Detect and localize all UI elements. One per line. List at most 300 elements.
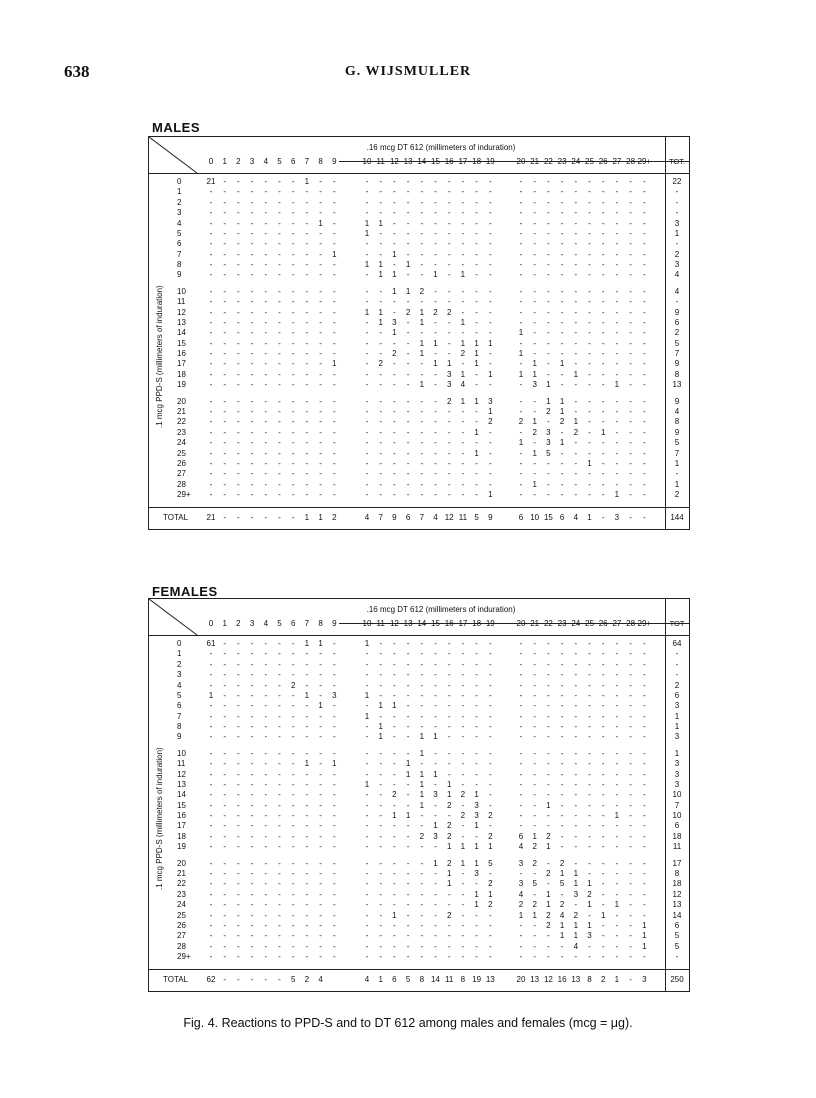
empty-cell-dash: - [475, 286, 478, 296]
empty-cell-dash: - [475, 732, 478, 742]
empty-cell-dash: - [223, 187, 227, 197]
table-cell: 1 [460, 317, 466, 327]
empty-cell-dash: - [629, 208, 632, 218]
empty-cell-dash: - [615, 249, 619, 259]
table-cell: 61 [206, 639, 216, 648]
empty-cell-dash: - [393, 417, 396, 427]
empty-cell-dash: - [488, 307, 492, 317]
empty-cell-dash: - [560, 722, 564, 732]
column-total-25: 1 [587, 513, 592, 522]
empty-cell-dash: - [379, 369, 383, 379]
table-cell: 1 [559, 396, 565, 406]
row-label-15: 15 [177, 338, 186, 348]
table-cell: 1 [433, 769, 438, 779]
empty-cell-dash: - [223, 711, 227, 721]
row-total-23: 12 [672, 889, 682, 899]
empty-cell-dash: - [237, 779, 240, 789]
table-cell: 1 [318, 639, 323, 648]
column-total-28: - [629, 513, 632, 522]
empty-cell-dash: - [278, 438, 281, 448]
empty-cell-dash: - [461, 187, 465, 197]
empty-cell-dash: - [475, 228, 478, 238]
empty-cell-dash: - [406, 369, 410, 379]
empty-cell-dash: - [305, 952, 309, 962]
empty-cell-dash: - [393, 490, 396, 500]
table-cell: 1 [332, 249, 337, 259]
row-total-4: 3 [674, 218, 680, 228]
empty-cell-dash: - [250, 711, 254, 721]
row-label-14: 14 [177, 790, 186, 800]
empty-cell-dash: - [264, 732, 268, 742]
table-cell: 2 [488, 811, 493, 821]
empty-cell-dash: - [365, 941, 369, 951]
empty-cell-dash: - [223, 931, 227, 941]
row-total-14: 10 [672, 790, 682, 800]
table-cell: 4 [518, 842, 524, 852]
empty-cell-dash: - [488, 286, 492, 296]
empty-cell-dash: - [588, 239, 591, 249]
empty-cell-dash: - [291, 177, 295, 186]
column-header-9: 9 [332, 619, 337, 628]
empty-cell-dash: - [420, 670, 424, 680]
table-cell: 2 [446, 800, 452, 810]
empty-cell-dash: - [560, 759, 564, 769]
empty-cell-dash: - [223, 317, 227, 327]
column-header-18: 18 [472, 619, 482, 628]
empty-cell-dash: - [475, 639, 478, 648]
empty-cell-dash: - [393, 380, 396, 390]
empty-cell-dash: - [223, 790, 227, 800]
empty-cell-dash: - [629, 821, 632, 831]
empty-cell-dash: - [533, 490, 537, 500]
empty-cell-dash: - [278, 249, 281, 259]
empty-cell-dash: - [365, 239, 369, 249]
empty-cell-dash: - [379, 858, 383, 868]
table-cell: 1 [474, 858, 479, 868]
empty-cell-dash: - [365, 821, 369, 831]
empty-cell-dash: - [533, 790, 537, 800]
empty-cell-dash: - [533, 197, 537, 207]
empty-cell-dash: - [642, 396, 646, 406]
empty-cell-dash: - [305, 317, 309, 327]
column-header-1: 1 [222, 157, 227, 166]
empty-cell-dash: - [547, 349, 550, 359]
empty-cell-dash: - [588, 759, 591, 769]
empty-cell-dash: - [393, 649, 396, 659]
empty-cell-dash: - [519, 286, 523, 296]
row-total-12: 9 [674, 307, 680, 317]
column-total-8: 4 [318, 975, 323, 984]
column-header-10: 10 [362, 157, 372, 166]
empty-cell-dash: - [588, 249, 591, 259]
empty-cell-dash: - [447, 239, 451, 249]
empty-cell-dash: - [434, 800, 437, 810]
empty-cell-dash: - [547, 732, 550, 742]
empty-cell-dash: - [379, 249, 383, 259]
empty-cell-dash: - [319, 359, 322, 369]
empty-cell-dash: - [488, 690, 492, 700]
empty-cell-dash: - [475, 177, 478, 186]
empty-cell-dash: - [615, 732, 619, 742]
table-cell: 1 [559, 438, 565, 448]
empty-cell-dash: - [278, 338, 281, 348]
empty-cell-dash: - [278, 900, 281, 910]
empty-cell-dash: - [488, 800, 492, 810]
empty-cell-dash: - [319, 349, 322, 359]
empty-cell-dash: - [223, 769, 227, 779]
empty-cell-dash: - [237, 406, 240, 416]
column-header-27: 27 [612, 157, 622, 166]
empty-cell-dash: - [488, 228, 492, 238]
row-total-15: 5 [674, 338, 680, 348]
empty-cell-dash: - [547, 659, 550, 669]
empty-cell-dash: - [420, 438, 424, 448]
empty-cell-dash: - [332, 858, 336, 868]
empty-cell-dash: - [223, 406, 227, 416]
empty-cell-dash: - [291, 228, 295, 238]
empty-cell-dash: - [461, 952, 465, 962]
table-cell: 1 [332, 359, 337, 369]
empty-cell-dash: - [574, 659, 578, 669]
row-label-1: 1 [177, 187, 182, 197]
empty-cell-dash: - [332, 910, 336, 920]
empty-cell-dash: - [305, 239, 309, 249]
empty-cell-dash: - [264, 380, 268, 390]
table-cell: 1 [488, 406, 493, 416]
empty-cell-dash: - [223, 328, 227, 338]
empty-cell-dash: - [332, 349, 336, 359]
empty-cell-dash: - [278, 197, 281, 207]
row-total-22: 8 [674, 417, 680, 427]
empty-cell-dash: - [642, 711, 646, 721]
empty-cell-dash: - [223, 748, 227, 758]
empty-cell-dash: - [319, 328, 322, 338]
empty-cell-dash: - [264, 177, 268, 186]
empty-cell-dash: - [250, 249, 254, 259]
empty-cell-dash: - [434, 458, 437, 468]
empty-cell-dash: - [332, 406, 336, 416]
empty-cell-dash: - [629, 680, 632, 690]
empty-cell-dash: - [393, 187, 396, 197]
empty-cell-dash: - [319, 910, 322, 920]
empty-cell-dash: - [601, 338, 605, 348]
empty-cell-dash: - [291, 249, 295, 259]
empty-cell-dash: - [278, 889, 281, 899]
empty-cell-dash: - [237, 858, 240, 868]
empty-cell-dash: - [642, 286, 646, 296]
column-total-21: 13 [530, 975, 540, 984]
empty-cell-dash: - [420, 821, 424, 831]
empty-cell-dash: - [264, 317, 268, 327]
row-label-14: 14 [177, 328, 186, 338]
empty-cell-dash: - [406, 889, 410, 899]
empty-cell-dash: - [434, 490, 437, 500]
row-label-7: 7 [177, 711, 182, 721]
empty-cell-dash: - [615, 270, 619, 280]
table-cell: 1 [405, 260, 411, 270]
column-header-0: 0 [208, 157, 214, 166]
empty-cell-dash: - [588, 821, 591, 831]
empty-cell-dash: - [488, 649, 492, 659]
empty-cell-dash: - [365, 701, 369, 711]
empty-cell-dash: - [642, 406, 646, 416]
empty-cell-dash: - [475, 490, 478, 500]
empty-cell-dash: - [519, 748, 523, 758]
empty-cell-dash: - [264, 701, 268, 711]
row-label-25: 25 [177, 910, 186, 920]
empty-cell-dash: - [291, 701, 295, 711]
empty-cell-dash: - [601, 317, 605, 327]
empty-cell-dash: - [533, 260, 537, 270]
empty-cell-dash: - [560, 690, 564, 700]
empty-cell-dash: - [250, 218, 254, 228]
empty-cell-dash: - [615, 260, 619, 270]
empty-cell-dash: - [560, 659, 564, 669]
empty-cell-dash: - [291, 448, 295, 458]
empty-cell-dash: - [264, 438, 268, 448]
empty-cell-dash: - [223, 868, 227, 878]
empty-cell-dash: - [519, 469, 523, 479]
empty-cell-dash: - [264, 197, 268, 207]
empty-cell-dash: - [533, 748, 537, 758]
empty-cell-dash: - [393, 406, 396, 416]
row-label-16: 16 [177, 349, 186, 359]
table-cell: 1 [364, 228, 370, 238]
empty-cell-dash: - [615, 406, 619, 416]
table-cell: 1 [378, 218, 383, 228]
empty-cell-dash: - [365, 790, 369, 800]
empty-cell-dash: - [475, 769, 478, 779]
column-total-26: 2 [600, 975, 606, 984]
empty-cell-dash: - [519, 490, 523, 500]
column-total-21: 10 [530, 513, 540, 522]
empty-cell-dash: - [488, 197, 492, 207]
empty-cell-dash: - [574, 438, 578, 448]
table-cell: 1 [546, 889, 551, 899]
row-label-26: 26 [177, 458, 186, 468]
empty-cell-dash: - [379, 490, 383, 500]
column-header-11: 11 [376, 619, 385, 628]
empty-cell-dash: - [332, 769, 336, 779]
row-label-22: 22 [177, 417, 186, 427]
empty-cell-dash: - [420, 177, 424, 186]
empty-cell-dash: - [447, 639, 451, 648]
empty-cell-dash: - [393, 228, 396, 238]
empty-cell-dash: - [601, 868, 605, 878]
empty-cell-dash: - [305, 748, 309, 758]
empty-cell-dash: - [305, 831, 309, 841]
empty-cell-dash: - [533, 396, 537, 406]
empty-cell-dash: - [447, 490, 451, 500]
empty-cell-dash: - [488, 260, 492, 270]
row-total-5: 1 [674, 228, 680, 238]
empty-cell-dash: - [601, 448, 605, 458]
empty-cell-dash: - [560, 218, 564, 228]
empty-cell-dash: - [379, 931, 383, 941]
empty-cell-dash: - [332, 197, 336, 207]
empty-cell-dash: - [533, 732, 537, 742]
empty-cell-dash: - [588, 177, 591, 186]
empty-cell-dash: - [250, 427, 254, 437]
empty-cell-dash: - [475, 369, 478, 379]
empty-cell-dash: - [209, 448, 213, 458]
empty-cell-dash: - [209, 889, 213, 899]
row-total-23: 9 [674, 427, 680, 437]
empty-cell-dash: - [447, 722, 451, 732]
empty-cell-dash: - [223, 649, 227, 659]
empty-cell-dash: - [420, 952, 424, 962]
empty-cell-dash: - [642, 821, 646, 831]
empty-cell-dash: - [519, 380, 523, 390]
empty-cell-dash: - [461, 297, 465, 307]
table-cell: 1 [518, 438, 524, 448]
empty-cell-dash: - [461, 208, 465, 218]
empty-cell-dash: - [574, 239, 578, 249]
empty-cell-dash: - [420, 359, 424, 369]
table-cell: 1 [573, 879, 579, 889]
table-cell: 1 [642, 941, 647, 951]
empty-cell-dash: - [588, 208, 591, 218]
empty-cell-dash: - [319, 680, 322, 690]
row-label-22: 22 [177, 879, 186, 889]
empty-cell-dash: - [365, 952, 369, 962]
page-number: 638 [64, 62, 90, 81]
empty-cell-dash: - [475, 208, 478, 218]
table-cell: 1 [614, 900, 620, 910]
empty-cell-dash: - [461, 438, 465, 448]
empty-cell-dash: - [365, 286, 369, 296]
empty-cell-dash: - [379, 790, 383, 800]
empty-cell-dash: - [365, 349, 369, 359]
column-total-4: - [264, 513, 268, 522]
column-header-11: 11 [376, 157, 385, 166]
empty-cell-dash: - [629, 286, 632, 296]
empty-cell-dash: - [615, 842, 619, 852]
empty-cell-dash: - [319, 649, 322, 659]
empty-cell-dash: - [629, 406, 632, 416]
column-header-26: 26 [598, 619, 608, 628]
empty-cell-dash: - [560, 338, 564, 348]
empty-cell-dash: - [393, 260, 396, 270]
empty-cell-dash: - [588, 406, 591, 416]
table-cell: 2 [392, 349, 397, 359]
empty-cell-dash: - [629, 831, 632, 841]
empty-cell-dash: - [209, 297, 213, 307]
empty-cell-dash: - [278, 239, 281, 249]
empty-cell-dash: - [264, 208, 268, 218]
empty-cell-dash: - [615, 317, 619, 327]
empty-cell-dash: - [406, 701, 410, 711]
table-cell: 3 [546, 427, 551, 437]
empty-cell-dash: - [615, 931, 619, 941]
empty-cell-dash: - [305, 197, 309, 207]
empty-cell-dash: - [209, 800, 213, 810]
empty-cell-dash: - [332, 396, 336, 406]
row-total-28: 5 [674, 941, 680, 951]
empty-cell-dash: - [237, 307, 240, 317]
table-cell: 1 [546, 396, 551, 406]
row-total-1: - [675, 187, 679, 197]
empty-cell-dash: - [291, 187, 295, 197]
empty-cell-dash: - [319, 759, 322, 769]
empty-cell-dash: - [305, 889, 309, 899]
empty-cell-dash: - [601, 889, 605, 899]
empty-cell-dash: - [574, 208, 578, 218]
empty-cell-dash: - [461, 417, 465, 427]
table-cell: 3 [573, 889, 579, 899]
empty-cell-dash: - [365, 427, 369, 437]
ppd-s-axis-label: .1 mcg PPD-S (millimeters of induration) [155, 285, 164, 429]
empty-cell-dash: - [461, 889, 465, 899]
empty-cell-dash: - [447, 249, 451, 259]
empty-cell-dash: - [406, 328, 410, 338]
table-cell: 2 [446, 858, 452, 868]
empty-cell-dash: - [305, 920, 309, 930]
empty-cell-dash: - [278, 670, 281, 680]
empty-cell-dash: - [615, 448, 619, 458]
table-cell: 5 [546, 448, 551, 458]
row-label-10: 10 [177, 286, 186, 296]
empty-cell-dash: - [615, 639, 619, 648]
empty-cell-dash: - [319, 711, 322, 721]
column-header-29: 29+ [637, 619, 652, 628]
empty-cell-dash: - [560, 270, 564, 280]
column-header-12: 12 [389, 619, 399, 628]
empty-cell-dash: - [601, 286, 605, 296]
empty-cell-dash: - [519, 249, 523, 259]
table-cell: 1 [614, 380, 620, 390]
empty-cell-dash: - [264, 349, 268, 359]
empty-cell-dash: - [461, 639, 465, 648]
empty-cell-dash: - [447, 931, 451, 941]
column-header-7: 7 [304, 157, 310, 166]
empty-cell-dash: - [519, 811, 523, 821]
empty-cell-dash: - [475, 670, 478, 680]
empty-cell-dash: - [393, 438, 396, 448]
empty-cell-dash: - [560, 889, 564, 899]
empty-cell-dash: - [601, 260, 605, 270]
empty-cell-dash: - [547, 270, 550, 280]
empty-cell-dash: - [305, 458, 309, 468]
column-header-21: 21 [530, 157, 540, 166]
empty-cell-dash: - [406, 790, 410, 800]
empty-cell-dash: - [447, 659, 451, 669]
row-total-8: 1 [674, 722, 680, 732]
empty-cell-dash: - [642, 879, 646, 889]
empty-cell-dash: - [305, 868, 309, 878]
empty-cell-dash: - [629, 380, 632, 390]
empty-cell-dash: - [393, 931, 396, 941]
empty-cell-dash: - [209, 307, 213, 317]
empty-cell-dash: - [393, 469, 396, 479]
empty-cell-dash: - [588, 328, 591, 338]
table-cell: 2 [573, 427, 579, 437]
column-total-4: - [264, 975, 268, 984]
empty-cell-dash: - [588, 490, 591, 500]
empty-cell-dash: - [629, 748, 632, 758]
empty-cell-dash: - [574, 811, 578, 821]
column-header-24: 24 [571, 157, 581, 166]
empty-cell-dash: - [588, 790, 591, 800]
table-cell: 3 [392, 317, 397, 327]
empty-cell-dash: - [291, 239, 295, 249]
empty-cell-dash: - [547, 779, 550, 789]
table-cell: 1 [304, 690, 310, 700]
empty-cell-dash: - [209, 317, 213, 327]
empty-cell-dash: - [601, 701, 605, 711]
empty-cell-dash: - [406, 417, 410, 427]
empty-cell-dash: - [601, 711, 605, 721]
